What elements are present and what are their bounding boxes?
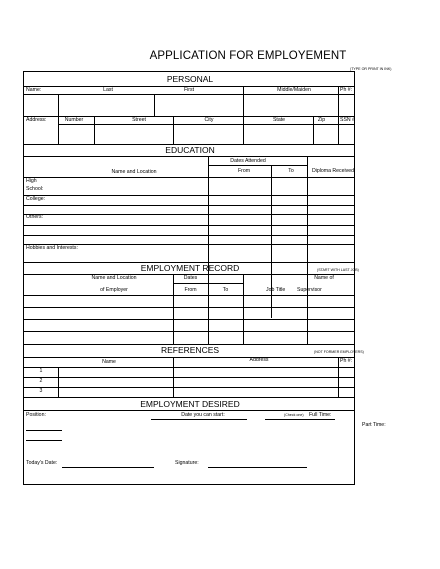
divider — [24, 94, 354, 95]
divider — [154, 94, 155, 116]
middle-label: Middle/Maiden — [277, 87, 311, 93]
divider — [58, 116, 59, 144]
divider — [338, 116, 339, 144]
edu-name-location-label: Name and Location — [111, 169, 157, 175]
ref-row-number: 3 — [39, 388, 43, 394]
divider — [24, 235, 354, 236]
address-label: Address: — [26, 117, 47, 123]
edu-to-label: To — [288, 168, 294, 174]
emp-to-label: To — [222, 287, 229, 293]
divider — [24, 319, 354, 320]
divider — [58, 367, 59, 397]
divider — [313, 116, 314, 144]
ref-phone-label: Ph #: — [340, 358, 353, 364]
divider — [58, 94, 59, 116]
employment-record-heading: EMPLOYMENT RECORD — [140, 263, 240, 273]
last-label: Last — [103, 87, 113, 93]
emp-from-label: From — [184, 287, 197, 293]
form-title: APPLICATION FOR EMPLOYEMENT — [149, 50, 347, 62]
street-label: Street — [132, 117, 146, 123]
name-label: Name: — [26, 87, 42, 93]
ssn-label: SSN # — [340, 117, 355, 123]
education-heading: EDUCATION — [165, 145, 215, 155]
part-time-label: Part Time: — [362, 422, 386, 428]
divider — [24, 205, 354, 206]
full-time-line[interactable] — [265, 419, 335, 420]
emp-name-of-label: Name of — [314, 275, 334, 281]
position-line[interactable] — [26, 430, 62, 431]
todays-date-label: Today's Date: — [26, 460, 58, 466]
divider — [24, 387, 354, 388]
others-label: Others: — [26, 214, 44, 220]
dates-attended-label: Dates Attended — [230, 158, 266, 164]
college-label: College: — [26, 196, 46, 202]
zip-label: Zip — [317, 117, 326, 123]
divider — [24, 214, 354, 215]
divider — [24, 177, 354, 178]
divider — [24, 156, 354, 157]
divider — [243, 86, 244, 116]
signature-line[interactable] — [208, 467, 307, 468]
divider — [24, 331, 354, 332]
divider — [173, 116, 174, 144]
check-one-note: (Check one) — [284, 413, 304, 417]
divider — [208, 283, 209, 344]
divider — [243, 116, 244, 144]
ref-name-label: Name — [102, 359, 116, 365]
personal-heading: PERSONAL — [166, 74, 214, 84]
type-note: (TYPE OR PRINT IN INK) — [350, 67, 392, 71]
divider — [24, 377, 354, 378]
high-label: High — [26, 178, 37, 184]
divider — [94, 116, 95, 144]
emp-job-title-label: Job Title — [266, 287, 286, 293]
first-label: First — [183, 87, 195, 93]
divider — [24, 195, 354, 196]
date-start-line[interactable] — [151, 419, 247, 420]
emp-name-location-label: Name and Location — [91, 275, 137, 281]
references-heading: REFERENCES — [160, 345, 220, 355]
todays-date-line[interactable] — [62, 467, 154, 468]
school-label: School: — [26, 186, 44, 192]
signature-label: Signature: — [175, 460, 199, 466]
emp-supervisor-label: Supervisor — [297, 287, 322, 293]
phone-label: Ph #: — [340, 87, 353, 93]
full-time-label: Full Time: — [309, 412, 332, 418]
emp-dates-label: Dates — [183, 275, 198, 281]
divider — [338, 86, 339, 116]
references-note: (NOT FORMER EMPLOYERS) — [314, 350, 364, 354]
position-label: Position: — [26, 412, 46, 418]
ref-address-label: Address — [249, 357, 269, 363]
divider — [24, 397, 354, 398]
divider — [24, 307, 354, 308]
divider — [208, 165, 307, 166]
date-start-label: Date you can start: — [181, 412, 225, 418]
state-label: State — [272, 117, 286, 123]
number-label: Number — [64, 117, 84, 123]
divider — [173, 274, 174, 344]
ref-row-number: 1 — [39, 368, 43, 374]
emp-of-employer-label: of Employer — [100, 287, 128, 293]
ref-row-number: 2 — [39, 378, 43, 384]
employment-desired-heading: EMPLOYMENT DESIRED — [140, 399, 240, 409]
divider — [58, 124, 354, 125]
divider — [24, 357, 354, 358]
employment-record-note: (START WITH LAST JOB) — [317, 268, 359, 272]
divider — [307, 274, 308, 344]
edu-from-label: From — [237, 168, 251, 174]
hobbies-label: Hobbies and Interests: — [26, 245, 78, 251]
diploma-label: Diploma Received — [311, 168, 355, 174]
divider — [24, 225, 354, 226]
divider — [24, 295, 354, 296]
divider — [24, 410, 354, 411]
divider — [24, 367, 354, 368]
divider — [243, 274, 244, 344]
application-form — [23, 71, 386, 485]
city-label: City — [204, 117, 214, 123]
position-line[interactable] — [26, 440, 62, 441]
